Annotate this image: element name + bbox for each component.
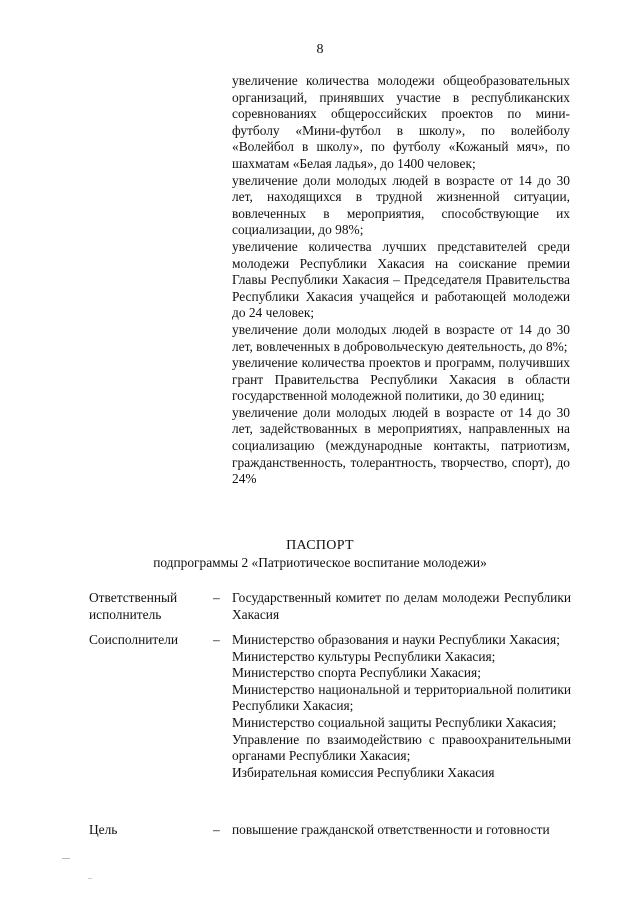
row-value: Министерство культуры Республики Хакасия; — [232, 648, 496, 664]
goal-item: увеличение доли молодых людей в возрасте от 14 до 30 лет, находящихся в трудной жизненной ситуации, вовлеченных в мероприятия, способствующие их социализации, до 98%; — [232, 172, 570, 238]
goal-item: увеличение доли молодых людей в возрасте от 14 до 30 лет, вовлеченных в добровольческую деятельность, до 8%; — [232, 321, 570, 354]
row-value: Государственный комитет по делам молодежи Республики Хакасия — [232, 590, 571, 622]
goals-list — [232, 73, 570, 488]
row-label: Ответственный исполнитель — [89, 590, 178, 622]
goal-item: увеличение доли молодых людей в возрасте от 14 до 30 лет, задействованных в мероприятиях, направленных на социализацию (международные контакты, патриотизм, гражданственность, толерантность, творчество, спорт), до 24% — [232, 404, 570, 487]
goal-item: увеличение количества проектов и программ, получивших грант Правительства Республики Хакасия в области государственной молодежной политики, до 30 единиц; — [232, 355, 570, 404]
row-value: Избирательная комиссия Республики Хакасия — [232, 764, 495, 780]
scan-artifact — [88, 878, 92, 879]
page-number: 8 — [316, 42, 324, 57]
row-label: Цель — [89, 822, 118, 837]
goal-item: увеличение количества лучших представителей среди молодежи Республики Хакасия на соискание премии Главы Республики Хакасия – Председателя Правительства Республики Хакасия учащейся и работающей молодежи до 24 человек; — [232, 238, 570, 321]
row-value: повышение гражданской ответственности и готовности — [232, 822, 550, 837]
row-value: Министерство спорта Республики Хакасия; — [232, 665, 481, 681]
passport-title: ПАСПОРТ — [286, 538, 354, 553]
goal-item: увеличение количества молодежи общеобразовательных организаций, принявших участие в республиканских соревнованиях общероссийских проектов по мини-футболу «Мини-футбол в школу», по волейболу «Волейбол в школу», по футболу «Кожаный мяч», по шахматам «Белая ладья», до 1400 человек; — [232, 73, 570, 171]
row-values — [232, 822, 571, 839]
row-value: Министерство национальной и территориальной политики Республики Хакасия; — [232, 681, 571, 714]
row-dash: – — [213, 590, 220, 605]
passport-subtitle: подпрограммы 2 «Патриотическое воспитание молодежи» — [153, 555, 487, 570]
row-values — [232, 632, 571, 781]
row-value: Управление по взаимодействию с правоохранительными органами Республики Хакасия; — [232, 731, 571, 764]
row-value: Министерство образования и науки Республики Хакасия; — [232, 632, 560, 647]
row-value: Министерство социальной защиты Республики Хакасия; — [232, 714, 557, 730]
row-dash: – — [213, 632, 220, 647]
row-values — [232, 590, 571, 623]
scan-artifact — [62, 858, 70, 859]
row-label: Соисполнители — [89, 632, 179, 647]
row-dash: – — [213, 822, 220, 837]
